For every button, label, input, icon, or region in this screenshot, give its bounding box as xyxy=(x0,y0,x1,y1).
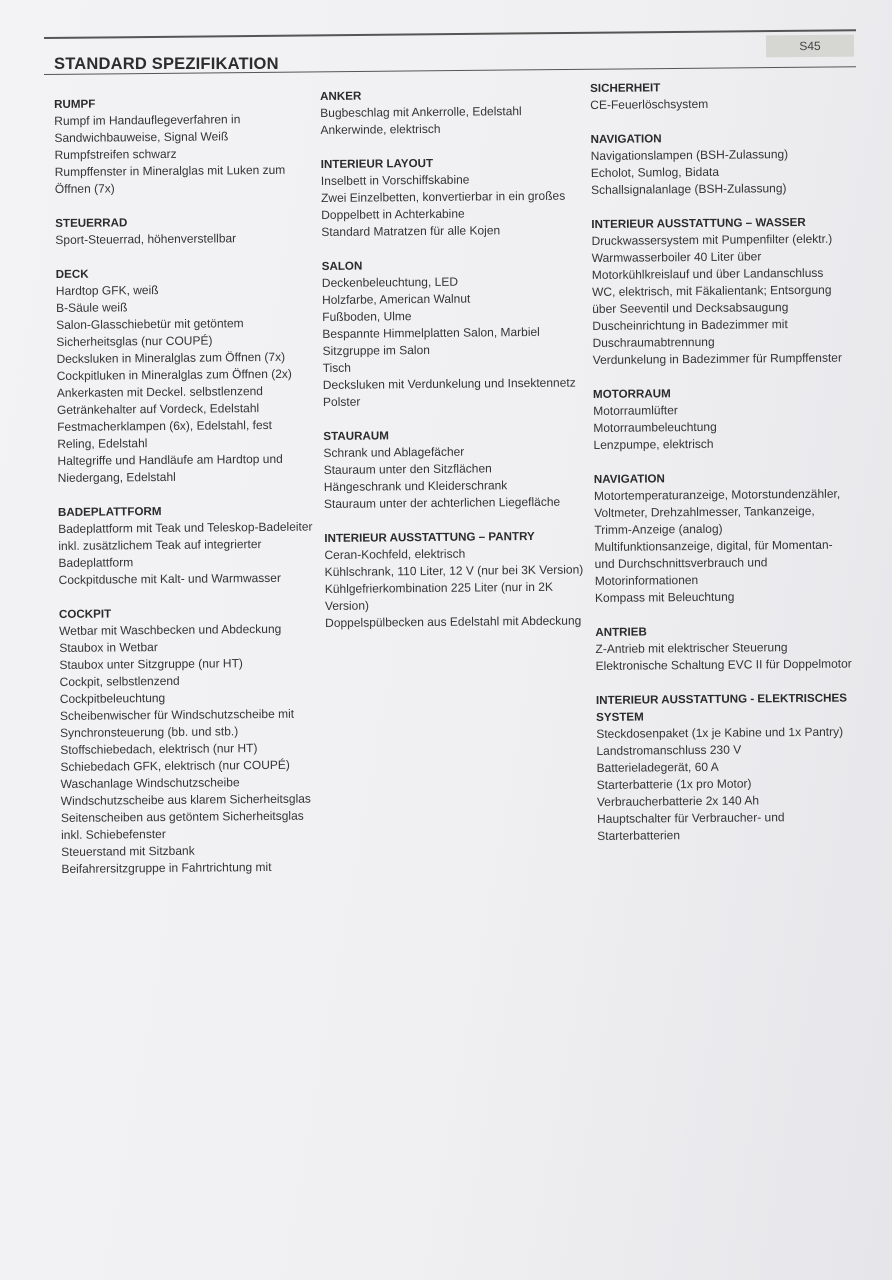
section-heading: SICHERHEIT xyxy=(590,81,661,95)
spec-item: WC, elektrisch, mit Fäkalientank; Entsorgung xyxy=(591,282,832,299)
spec-item: Fußboden, Ulme xyxy=(322,309,412,324)
spec-item: Sport-Steuerrad, höhenverstellbar xyxy=(55,231,237,247)
section-heading: INTERIEUR AUSSTATTUNG - ELEKTRISCHES SYSTEM xyxy=(595,691,848,724)
section-heading: MOTORRAUM xyxy=(592,387,671,401)
spec-item: Niedergang, Edelstahl xyxy=(57,469,176,485)
spec-item: Stauraum unter der achterlichen Liegefläche xyxy=(323,494,561,511)
spec-item: Hängeschrank und Kleiderschrank xyxy=(323,478,508,494)
spec-section xyxy=(590,77,860,114)
spec-item: Cockpitbeleuchtung xyxy=(59,690,166,706)
section-heading: INTERIEUR LAYOUT xyxy=(320,156,434,171)
section-heading: INTERIEUR AUSSTATTUNG – PANTRY xyxy=(324,529,535,545)
spec-item: Duscheinrichtung in Badezimmer mit xyxy=(592,317,788,333)
spec-column-3 xyxy=(590,77,867,862)
spec-section xyxy=(595,621,865,675)
spec-item: Navigationslampen (BSH-Zulassung) xyxy=(590,147,789,163)
spec-item: Sitzgruppe im Salon xyxy=(322,342,430,358)
spec-item: und Durchschnittsverbrauch und xyxy=(594,555,768,571)
spec-item: Badeplattform mit Teak und Teleskop-Badeleiter xyxy=(58,519,313,536)
spec-item: Rumpffenster in Mineralglas mit Luken zum xyxy=(54,162,286,179)
spec-item: Steuerstand mit Sitzbank xyxy=(61,843,195,859)
section-heading: NAVIGATION xyxy=(593,472,665,486)
spec-item: Ceran-Kochfeld, elektrisch xyxy=(324,546,466,562)
spec-item: Standard Matratzen für alle Kojen xyxy=(321,223,501,239)
spec-item: Öffnen (7x) xyxy=(54,181,115,196)
spec-item: Ankerkasten mit Deckel. selbstlenzend xyxy=(56,384,264,400)
spec-item: Druckwassersystem mit Pumpenfilter (elektr.) xyxy=(591,231,833,248)
section-heading: NAVIGATION xyxy=(590,132,662,146)
spec-item: Reling, Edelstahl xyxy=(57,436,148,451)
spec-item: Festmacherklampen (6x), Edelstahl, fest xyxy=(57,417,273,434)
spec-item: Wetbar mit Waschbecken und Abdeckung xyxy=(59,621,282,638)
spec-item: Steckdosenpaket (1x je Kabine und 1x Pantry) xyxy=(596,724,844,741)
section-heading: BADEPLATTFORM xyxy=(57,504,162,519)
spec-item: Scheibenwischer für Windschutzscheibe mit xyxy=(59,706,295,723)
spec-item: Hardtop GFK, weiß xyxy=(55,283,159,298)
spec-item: Motorinformationen xyxy=(594,572,699,588)
spec-item: Rumpf im Handauflegeverfahren in xyxy=(54,112,241,128)
spec-item: Bugbeschlag mit Ankerrolle, Edelstahl xyxy=(320,104,522,120)
section-heading: SALON xyxy=(321,259,363,273)
spec-item: Deckenbeleuchtung, LED xyxy=(321,274,459,290)
spec-item: Staubox unter Sitzgruppe (nur HT) xyxy=(59,656,243,672)
spec-item: Decksluken in Mineralglas zum Öffnen (7x) xyxy=(56,349,286,366)
header-top-rule xyxy=(44,29,856,39)
spec-section xyxy=(59,603,324,878)
spec-item: Stauraum unter den Sitzflächen xyxy=(323,461,492,477)
spec-item: Voltmeter, Drehzahlmesser, Tankanzeige, xyxy=(594,503,815,520)
spec-section xyxy=(320,85,582,139)
spec-item: Ankerwinde, elektrisch xyxy=(320,121,441,137)
spec-item: Motorraumlüfter xyxy=(593,403,678,418)
spec-section xyxy=(594,468,865,607)
spec-section xyxy=(590,128,861,199)
spec-item: Kühlschrank, 110 Liter, 12 V (nur bei 3K Version) xyxy=(324,562,584,579)
spec-item: Zwei Einzelbetten, konvertierbar in ein großes xyxy=(320,188,566,205)
spec-item: Sicherheitsglas (nur COUPÉ) xyxy=(56,333,213,349)
spec-item: Synchronsteuerung (bb. und stb.) xyxy=(60,724,239,740)
spec-item: Verbraucherbatterie 2x 140 Ah xyxy=(596,793,760,809)
spec-section xyxy=(596,689,867,845)
spec-section xyxy=(593,383,864,454)
spec-section xyxy=(55,212,317,249)
section-heading: ANTRIEB xyxy=(595,625,647,639)
spec-column-2 xyxy=(320,85,587,648)
page-title: STANDARD SPEZIFIKATION xyxy=(54,55,279,73)
spec-section xyxy=(591,213,862,369)
spec-item: Version) xyxy=(324,598,370,613)
spec-item: Beifahrersitzgruppe in Fahrtrichtung mit xyxy=(61,859,272,876)
spec-item: Motortemperaturanzeige, Motorstundenzähler, xyxy=(593,486,841,503)
spec-item: Bespannte Himmelplatten Salon, Marbiel xyxy=(322,324,540,341)
spec-item: Motorkühlkreislauf und über Landanschluss xyxy=(591,265,824,282)
spec-item: CE-Feuerlöschsystem xyxy=(590,96,709,112)
spec-section xyxy=(56,263,320,487)
spec-item: Multifunktionsanzeige, digital, für Momentan- xyxy=(594,537,833,554)
spec-item: Kühlgefrierkombination 225 Liter (nur in 2K xyxy=(324,579,554,596)
spec-item: Schiebedach GFK, elektrisch (nur COUPÉ) xyxy=(60,757,290,774)
spec-item: Staubox in Wetbar xyxy=(59,640,158,655)
spec-item: Doppelspülbecken aus Edelstahl mit Abdeckung xyxy=(325,613,582,630)
spec-item: Schrank und Ablagefächer xyxy=(323,444,465,460)
spec-item: inkl. Schiebefenster xyxy=(61,826,166,842)
spec-section xyxy=(324,527,587,632)
spec-item: Inselbett in Vorschiffskabine xyxy=(320,172,470,188)
section-heading: STEUERRAD xyxy=(55,216,128,230)
spec-item: Waschanlage Windschutzscheibe xyxy=(60,775,240,791)
spec-item: Z-Antrieb mit elektrischer Steuerung xyxy=(595,640,788,656)
spec-item: Getränkehalter auf Vordeck, Edelstahl xyxy=(56,401,260,417)
spec-section xyxy=(58,501,321,589)
spec-section xyxy=(54,93,317,198)
spec-item: Motorraumbeleuchtung xyxy=(593,419,717,435)
spec-item: Batterieladegerät, 60 A xyxy=(596,759,719,775)
spec-item: Stoffschiebedach, elektrisch (nur HT) xyxy=(60,741,258,757)
section-heading: RUMPF xyxy=(54,97,96,111)
section-heading: INTERIEUR AUSSTATTUNG – WASSER xyxy=(591,215,806,231)
spec-section xyxy=(323,425,586,513)
spec-item: Rumpfstreifen schwarz xyxy=(54,146,177,162)
spec-section xyxy=(322,255,585,411)
spec-item: B-Säule weiß xyxy=(55,300,128,315)
section-heading: COCKPIT xyxy=(58,607,112,621)
spec-item: Verdunkelung in Badezimmer für Rumpffenster xyxy=(592,350,842,367)
spec-item: Lenzpumpe, elektrisch xyxy=(593,436,714,452)
spec-item: Polster xyxy=(322,394,361,409)
spec-item: Kompass mit Beleuchtung xyxy=(594,589,735,605)
spec-item: Schallsignalanlage (BSH-Zulassung) xyxy=(590,181,787,197)
spec-item: Tisch xyxy=(322,360,351,375)
spec-item: Hauptschalter für Verbraucher- und xyxy=(597,810,785,826)
spec-item: Starterbatterien xyxy=(597,828,681,843)
spec-item: Echolot, Sumlog, Bidata xyxy=(590,164,720,180)
spec-item: Cockpitdusche mit Kalt- und Warmwasser xyxy=(58,570,281,587)
spec-item: Landstromanschluss 230 V xyxy=(596,742,742,758)
spec-item: Decksluken mit Verdunkelung und Insektennetz xyxy=(322,375,576,392)
spec-item: Elektronische Schaltung EVC II für Doppelmotor xyxy=(595,656,852,673)
spec-item: Holzfarbe, American Walnut xyxy=(321,291,471,307)
spec-section xyxy=(321,153,584,241)
spec-item: über Seeventil und Decksabsaugung xyxy=(592,300,789,316)
section-heading: ANKER xyxy=(320,89,362,103)
section-heading: STAURAUM xyxy=(323,429,389,443)
spec-item: Seitenscheiben aus getöntem Sicherheitsglas xyxy=(60,808,304,825)
section-heading: DECK xyxy=(55,267,89,281)
spec-column-1 xyxy=(54,93,324,894)
spec-item: Trimm-Anzeige (analog) xyxy=(594,521,723,537)
spec-item: Windschutzscheibe aus klarem Sicherheitsglas xyxy=(60,791,311,808)
spec-item: Cockpit, selbstlenzend xyxy=(59,673,180,689)
spec-item: Haltegriffe und Handläufe am Hardtop und xyxy=(57,451,283,468)
spec-item: Starterbatterie (1x pro Motor) xyxy=(596,776,752,792)
spec-item: Duschraumabtrennung xyxy=(592,334,715,350)
spec-item: inkl. zusätzlichem Teak auf integrierter xyxy=(58,537,262,553)
spec-item: Doppelbett in Achterkabine xyxy=(321,206,465,222)
spec-item: Badeplattform xyxy=(58,555,134,570)
spec-item: Warmwasserboiler 40 Liter über xyxy=(591,249,762,265)
spec-item: Cockpitluken in Mineralglas zum Öffnen (2x) xyxy=(56,366,292,383)
model-tab: S45 xyxy=(766,35,854,58)
spec-item: Salon-Glasschiebetür mit getöntem xyxy=(56,316,244,332)
spec-item: Sandwichbauweise, Signal Weiß xyxy=(54,129,229,145)
